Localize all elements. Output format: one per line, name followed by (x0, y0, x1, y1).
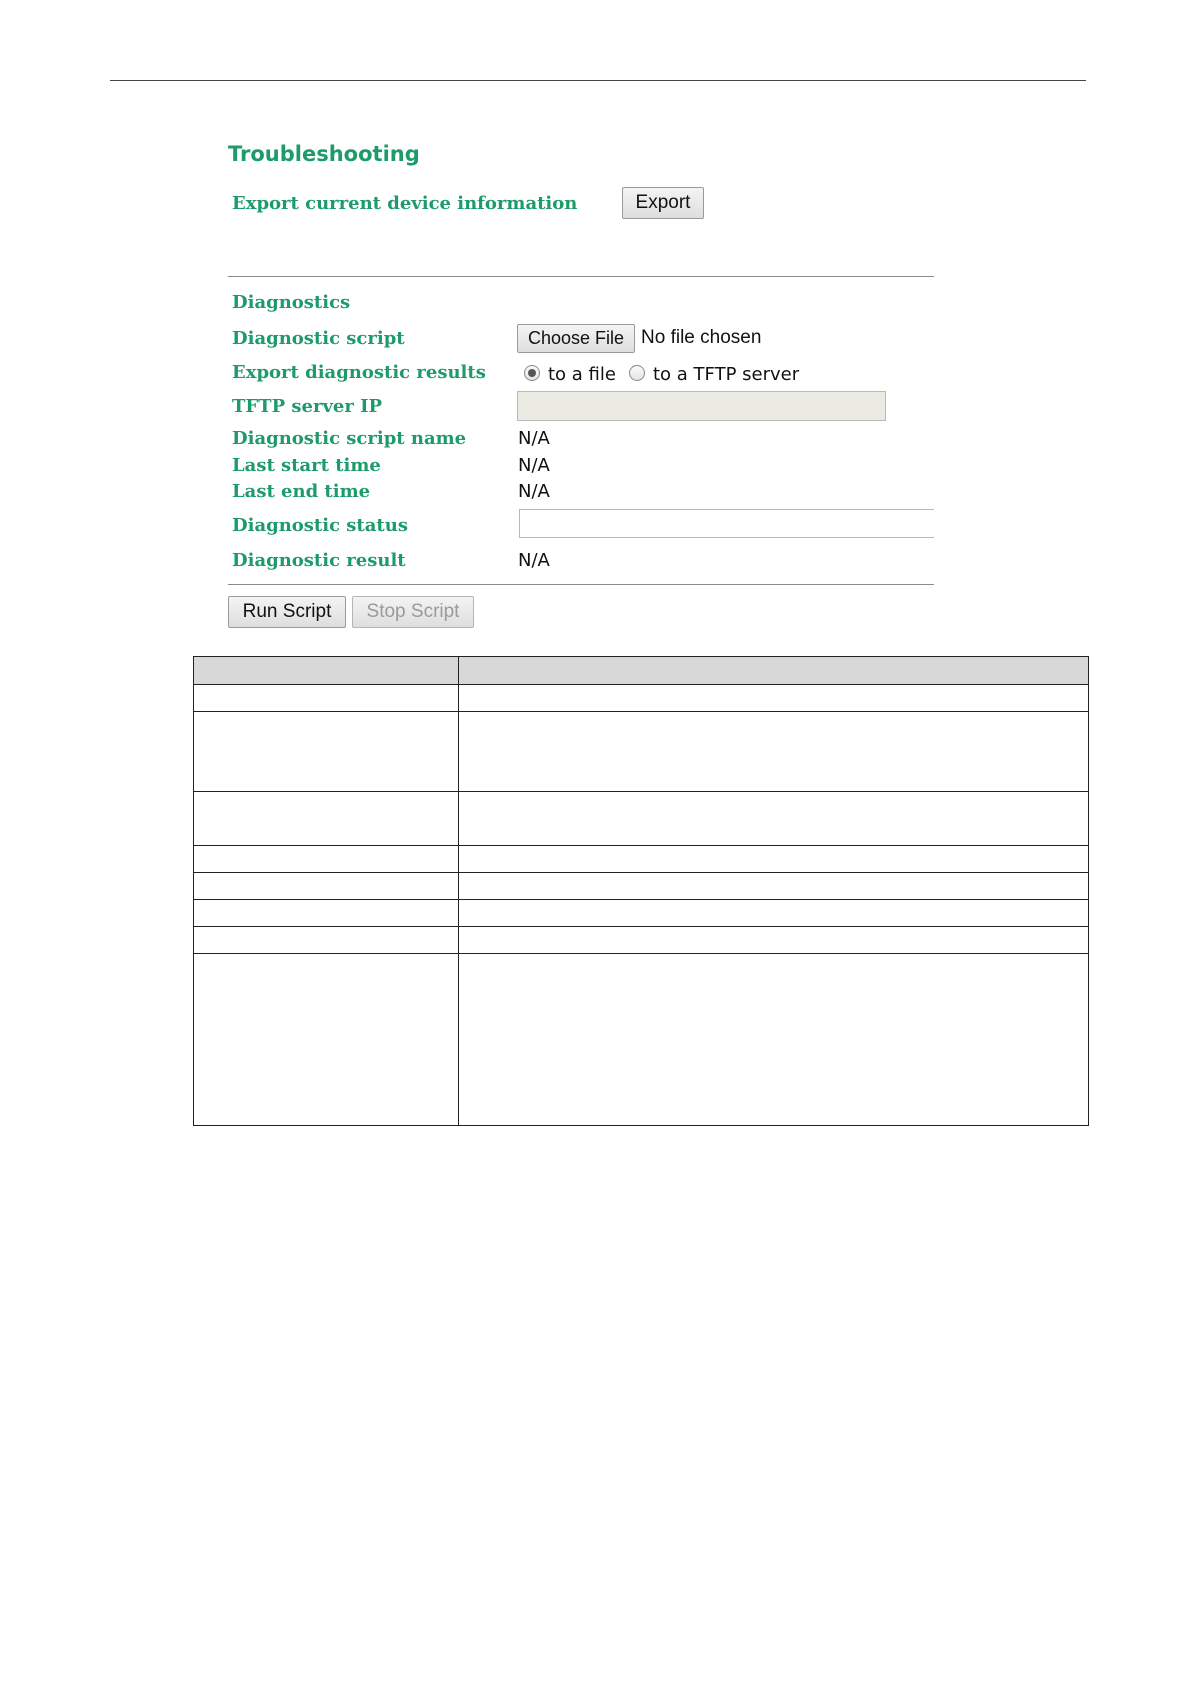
table-row (194, 900, 1089, 927)
last-end-time-value: N/A (518, 481, 550, 502)
table-header-cell (459, 657, 1089, 685)
no-file-chosen-text: No file chosen (641, 327, 762, 348)
table-row (194, 792, 1089, 846)
table-row (194, 954, 1089, 1126)
table-row (194, 685, 1089, 712)
diagnostic-result-value: N/A (518, 550, 550, 571)
diagnostic-script-name-value: N/A (518, 428, 550, 449)
choose-file-button[interactable]: Choose File (517, 324, 635, 353)
table-row (194, 846, 1089, 873)
tftp-server-ip-input[interactable] (517, 391, 886, 421)
diagnostics-top-divider (228, 276, 934, 277)
description-table (193, 656, 1089, 1126)
page-title: Troubleshooting (228, 142, 420, 166)
table-row (194, 712, 1089, 792)
diagnostic-status-box (519, 509, 934, 538)
diagnostic-result-label: Diagnostic result (232, 550, 406, 571)
diagnostic-script-label: Diagnostic script (232, 328, 405, 349)
diagnostic-status-label: Diagnostic status (232, 515, 408, 536)
tftp-server-ip-label: TFTP server IP (232, 396, 383, 417)
table-row (194, 927, 1089, 954)
diagnostic-script-name-label: Diagnostic script name (232, 428, 467, 449)
troubleshooting-panel (0, 0, 1191, 640)
export-diagnostic-results-label: Export diagnostic results (232, 362, 486, 383)
table-header-cell (194, 657, 459, 685)
table-header-row (194, 657, 1089, 685)
radio-to-a-tftp-server-label: to a TFTP server (653, 364, 800, 385)
run-script-button[interactable]: Run Script (228, 596, 346, 628)
radio-to-a-file[interactable] (524, 365, 540, 381)
diagnostics-bottom-divider (228, 584, 934, 585)
diagnostics-section-title: Diagnostics (232, 292, 351, 313)
last-start-time-label: Last start time (232, 455, 381, 476)
last-end-time-label: Last end time (232, 481, 371, 502)
export-device-info-label: Export current device information (232, 193, 578, 214)
last-start-time-value: N/A (518, 455, 550, 476)
radio-to-a-tftp-server[interactable] (629, 365, 645, 381)
export-button[interactable]: Export (622, 187, 704, 219)
stop-script-button: Stop Script (352, 596, 474, 628)
table-row (194, 873, 1089, 900)
radio-to-a-file-label: to a file (548, 364, 616, 385)
